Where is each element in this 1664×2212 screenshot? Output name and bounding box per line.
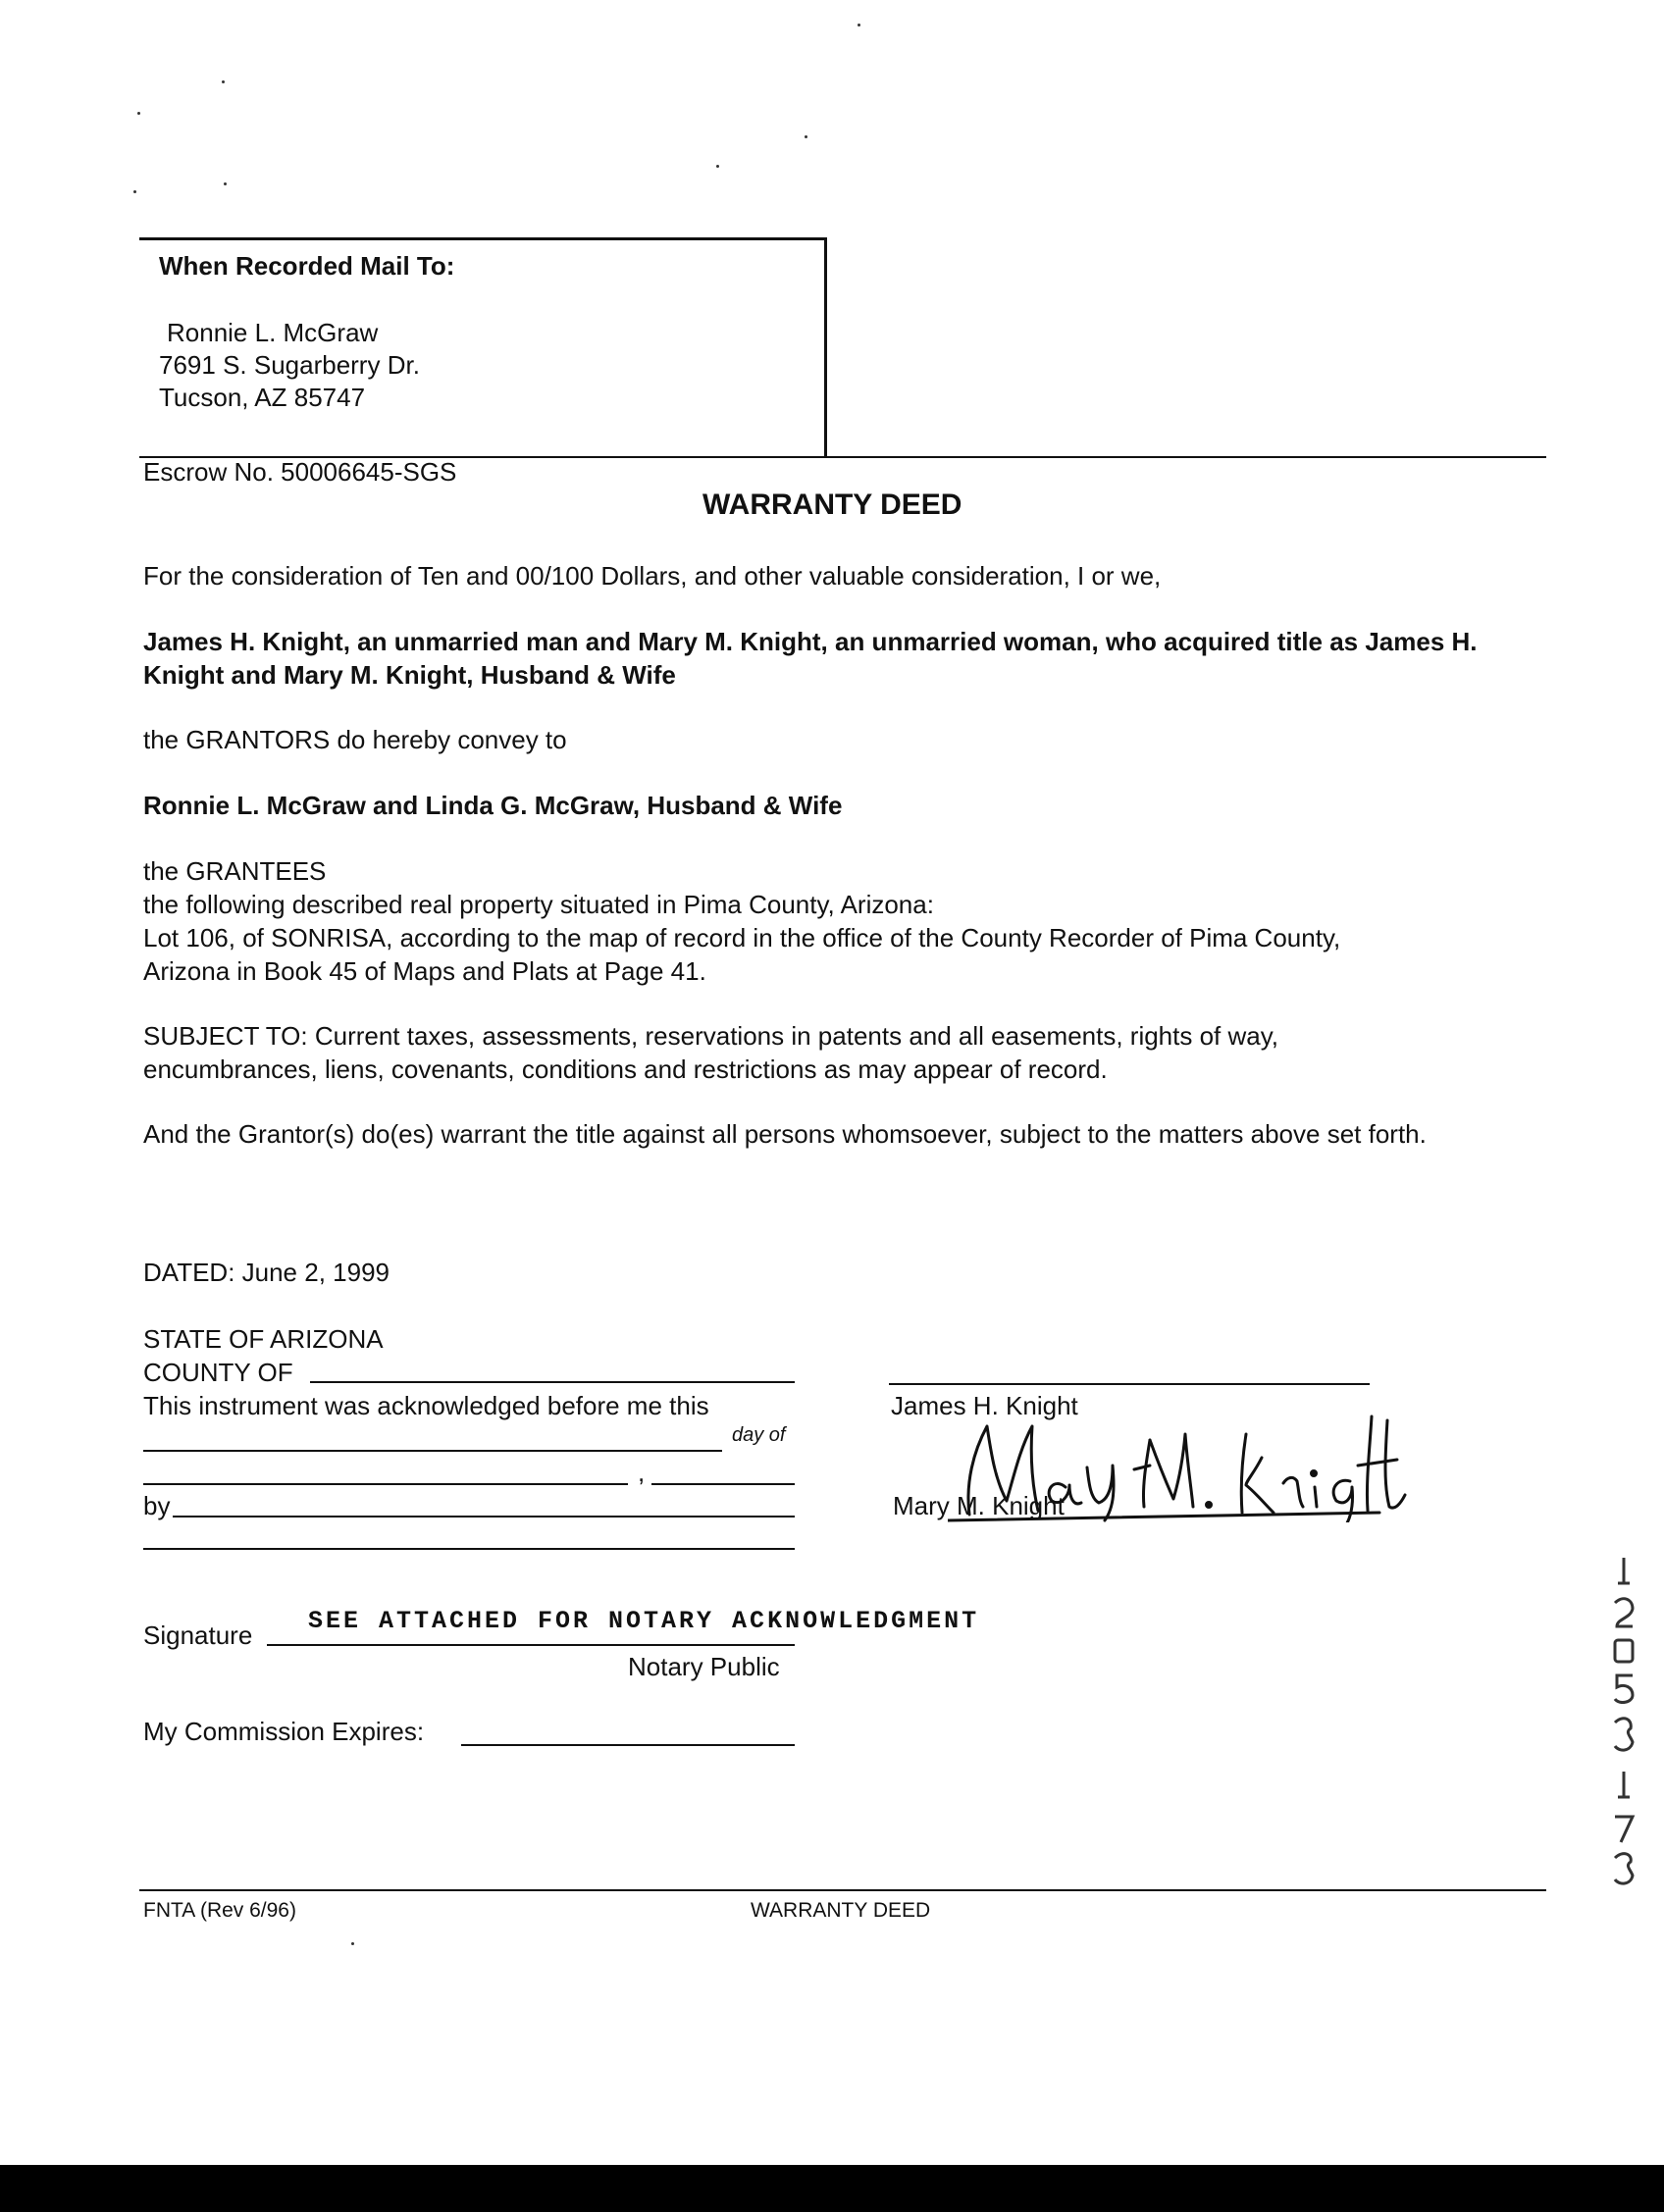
grantors-line-2: Knight and Mary M. Knight, Husband & Wife bbox=[143, 660, 676, 690]
by-blank bbox=[173, 1516, 795, 1518]
footer-rule bbox=[139, 1889, 1546, 1891]
signature-label: Signature bbox=[143, 1620, 253, 1650]
day-blank bbox=[143, 1450, 722, 1452]
mail-to-heading: When Recorded Mail To: bbox=[159, 251, 455, 281]
commission-label: My Commission Expires: bbox=[143, 1717, 425, 1746]
extra-blank bbox=[143, 1548, 795, 1550]
scan-speck bbox=[137, 112, 140, 115]
county-label: COUNTY OF bbox=[143, 1358, 293, 1387]
document-title: WARRANTY DEED bbox=[702, 489, 962, 521]
escrow-number: Escrow No. 50006645-SGS bbox=[143, 457, 457, 487]
scan-speck bbox=[224, 182, 227, 185]
signer-2-name: Mary M. Knight bbox=[893, 1491, 1065, 1520]
mail-to-city: Tucson, AZ 85747 bbox=[159, 383, 366, 412]
scan-speck bbox=[805, 135, 807, 138]
property-intro: the following described real property situated in Pima County, Arizona: bbox=[143, 890, 934, 919]
notary-public-label: Notary Public bbox=[628, 1652, 780, 1681]
state-label: STATE OF ARIZONA bbox=[143, 1324, 384, 1354]
day-of-label: day of bbox=[732, 1424, 786, 1446]
consideration-text: For the consideration of Ten and 00/100 Dollars, and other valuable consideration, I or we, bbox=[143, 561, 1162, 591]
by-label: by bbox=[143, 1491, 171, 1520]
convey-text: the GRANTORS do hereby convey to bbox=[143, 725, 567, 754]
grantees-label: the GRANTEES bbox=[143, 856, 327, 886]
instrument-text: This instrument was acknowledged before me this bbox=[143, 1391, 709, 1420]
scan-speck bbox=[222, 80, 225, 83]
notary-banner: SEE ATTACHED FOR NOTARY ACKNOWLEDGMENT bbox=[308, 1607, 980, 1635]
county-blank bbox=[310, 1381, 795, 1383]
mail-to-street: 7691 S. Sugarberry Dr. bbox=[159, 350, 420, 380]
mail-to-name: Ronnie L. McGraw bbox=[167, 318, 379, 347]
scan-speck bbox=[351, 1942, 354, 1945]
scan-speck bbox=[133, 190, 136, 193]
scan-border-bar bbox=[0, 2165, 1664, 2212]
warrant-text: And the Grantor(s) do(es) warrant the title against all persons whomsoever, subject to the matters above set forth. bbox=[143, 1119, 1427, 1149]
year-blank bbox=[651, 1483, 795, 1485]
subject-to-line-2: encumbrances, liens, covenants, conditions and restrictions as may appear of record. bbox=[143, 1055, 1108, 1084]
property-line-1: Lot 106, of SONRISA, according to the map of record in the office of the County Recorder of Pima County, bbox=[143, 923, 1341, 952]
property-line-2: Arizona in Book 45 of Maps and Plats at Page 41. bbox=[143, 956, 706, 986]
signer-1-name: James H. Knight bbox=[891, 1391, 1078, 1420]
signer-1-line bbox=[889, 1383, 1370, 1385]
dated-line: DATED: June 2, 1999 bbox=[143, 1258, 390, 1287]
date-comma: , bbox=[638, 1458, 646, 1487]
scan-speck bbox=[716, 165, 719, 168]
scan-speck bbox=[858, 24, 860, 26]
grantees-names: Ronnie L. McGraw and Linda G. McGraw, Husband & Wife bbox=[143, 791, 843, 820]
subject-to-line-1: SUBJECT TO: Current taxes, assessments, reservations in patents and all easements, rights of way, bbox=[143, 1021, 1279, 1051]
grantors-line-1: James H. Knight, an unmarried man and Mary M. Knight, an unmarried woman, who acquired title as James H. bbox=[143, 627, 1478, 656]
month-blank bbox=[143, 1483, 628, 1485]
footer-doc-name: WARRANTY DEED bbox=[751, 1899, 931, 1922]
footer-form-id: FNTA (Rev 6/96) bbox=[143, 1899, 296, 1922]
commission-blank bbox=[461, 1744, 795, 1746]
signature-blank bbox=[267, 1644, 795, 1646]
side-stamp bbox=[1609, 1554, 1638, 1887]
